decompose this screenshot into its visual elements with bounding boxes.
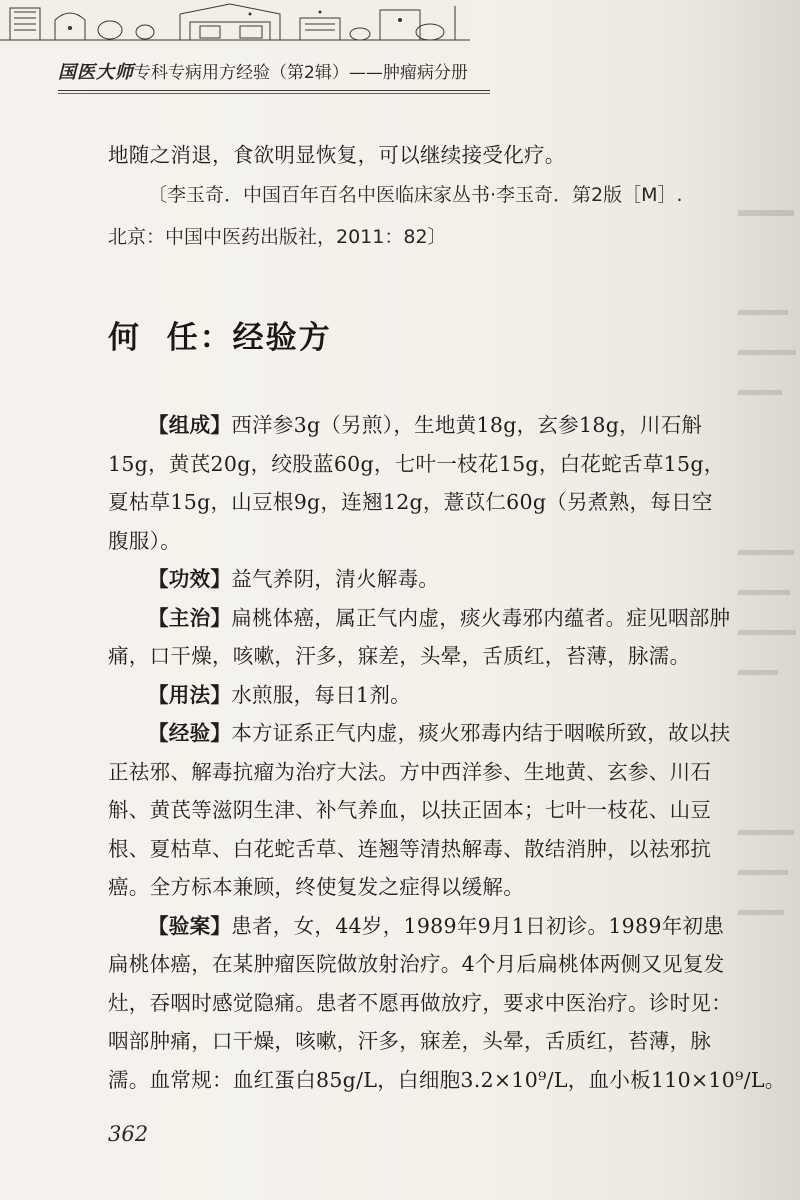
intro-line: 地随之消退，食欲明显恢复，可以继续接受化疗。 bbox=[108, 143, 566, 167]
composition-line: 夏枯草15g，山豆根9g，连翘12g，薏苡仁60g（另煮熟，每日空 bbox=[108, 490, 713, 514]
experience-line: 正祛邪、解毒抗瘤为治疗大法。方中西洋参、生地黄、玄参、川石 bbox=[108, 759, 712, 784]
citation-line: 北京：中国中医药出版社，2011：82〕 bbox=[108, 226, 447, 248]
effect-label: 【功效】 bbox=[148, 567, 232, 591]
effect-line bbox=[108, 560, 736, 599]
indication-text: 扁桃体癌，属正气内虚，痰火毒邪内蕴者。症见咽部肿 bbox=[231, 605, 731, 630]
experience-line: 根、夏枯草、白花蛇舌草、连翘等清热解毒、散结消肿，以祛邪抗 bbox=[108, 836, 712, 861]
page-number: 362 bbox=[108, 1122, 149, 1146]
citation-line: 〔李玉奇．中国百年百名中医临床家丛书·李玉奇．第2版［M］. bbox=[148, 184, 683, 206]
show-through-texture bbox=[730, 190, 800, 1070]
indication-label: 【主治】 bbox=[148, 605, 232, 630]
usage-text: 水煎服，每日1剂。 bbox=[231, 682, 411, 707]
running-header bbox=[58, 58, 498, 88]
usage-line bbox=[108, 676, 736, 715]
experience-label: 【经验】 bbox=[148, 721, 232, 745]
case-line: 灶，吞咽时感觉隐痛。患者不愿再做放疗，要求中医治疗。诊时见： bbox=[108, 990, 732, 1015]
composition-text: 西洋参3g（另煎），生地黄18g，玄参18g，川石斛 bbox=[231, 413, 703, 437]
effect-text: 益气养阴，清火解毒。 bbox=[231, 567, 440, 591]
experience-line: 斛、黄芪等滋阴生津、补气养血，以扶正固本；七叶一枝花、山豆 bbox=[108, 798, 712, 822]
case-text: 患者，女，44岁，1989年9月1日初诊。1989年初患 bbox=[231, 913, 725, 938]
case-line bbox=[108, 907, 736, 946]
header-rule bbox=[58, 90, 490, 91]
experience-line bbox=[108, 714, 736, 753]
composition-line: 15g，黄芪20g，绞股蓝60g，七叶一枝花15g，白花蛇舌草15g， bbox=[108, 451, 725, 476]
main-text bbox=[108, 406, 786, 1099]
header-illustration bbox=[0, 0, 470, 48]
case-line: 咽部肿痛，口干燥，咳嗽，汗多，寐差，头晕，舌质红，苔薄，脉 bbox=[108, 1029, 712, 1053]
intro-paragraph bbox=[108, 136, 736, 175]
usage-label: 【用法】 bbox=[148, 682, 232, 707]
composition-line bbox=[108, 406, 736, 445]
section-title: 何 任：经验方 bbox=[108, 320, 332, 356]
composition-line: 腹服）。 bbox=[108, 528, 181, 553]
indication-line bbox=[108, 599, 736, 638]
experience-text: 本方证系正气内虚，痰火邪毒内结于咽喉所致，故以扶 bbox=[231, 721, 731, 745]
citation bbox=[108, 174, 748, 258]
case-label: 【验案】 bbox=[148, 913, 232, 938]
experience-line: 癌。全方标本兼顾，终使复发之症得以缓解。 bbox=[108, 875, 524, 899]
indication-line: 痛，口干燥，咳嗽，汗多，寐差，头晕，舌质红，苔薄，脉濡。 bbox=[108, 644, 691, 668]
book-title: 专科专病用方经验（第2辑）——肿瘤病分册 bbox=[134, 63, 468, 83]
case-line: 濡。血常规：血红蛋白85g/L，白细胞3.2×10⁹/L，血小板110×10⁹/L。 bbox=[108, 1067, 786, 1092]
composition-label: 【组成】 bbox=[148, 413, 232, 437]
header-rule-thin bbox=[58, 93, 490, 94]
case-line: 扁桃体癌，在某肿瘤医院做放射治疗。4个月后扁桃体两侧又见复发 bbox=[108, 952, 725, 976]
series-brand: 国医大师 bbox=[58, 62, 134, 83]
